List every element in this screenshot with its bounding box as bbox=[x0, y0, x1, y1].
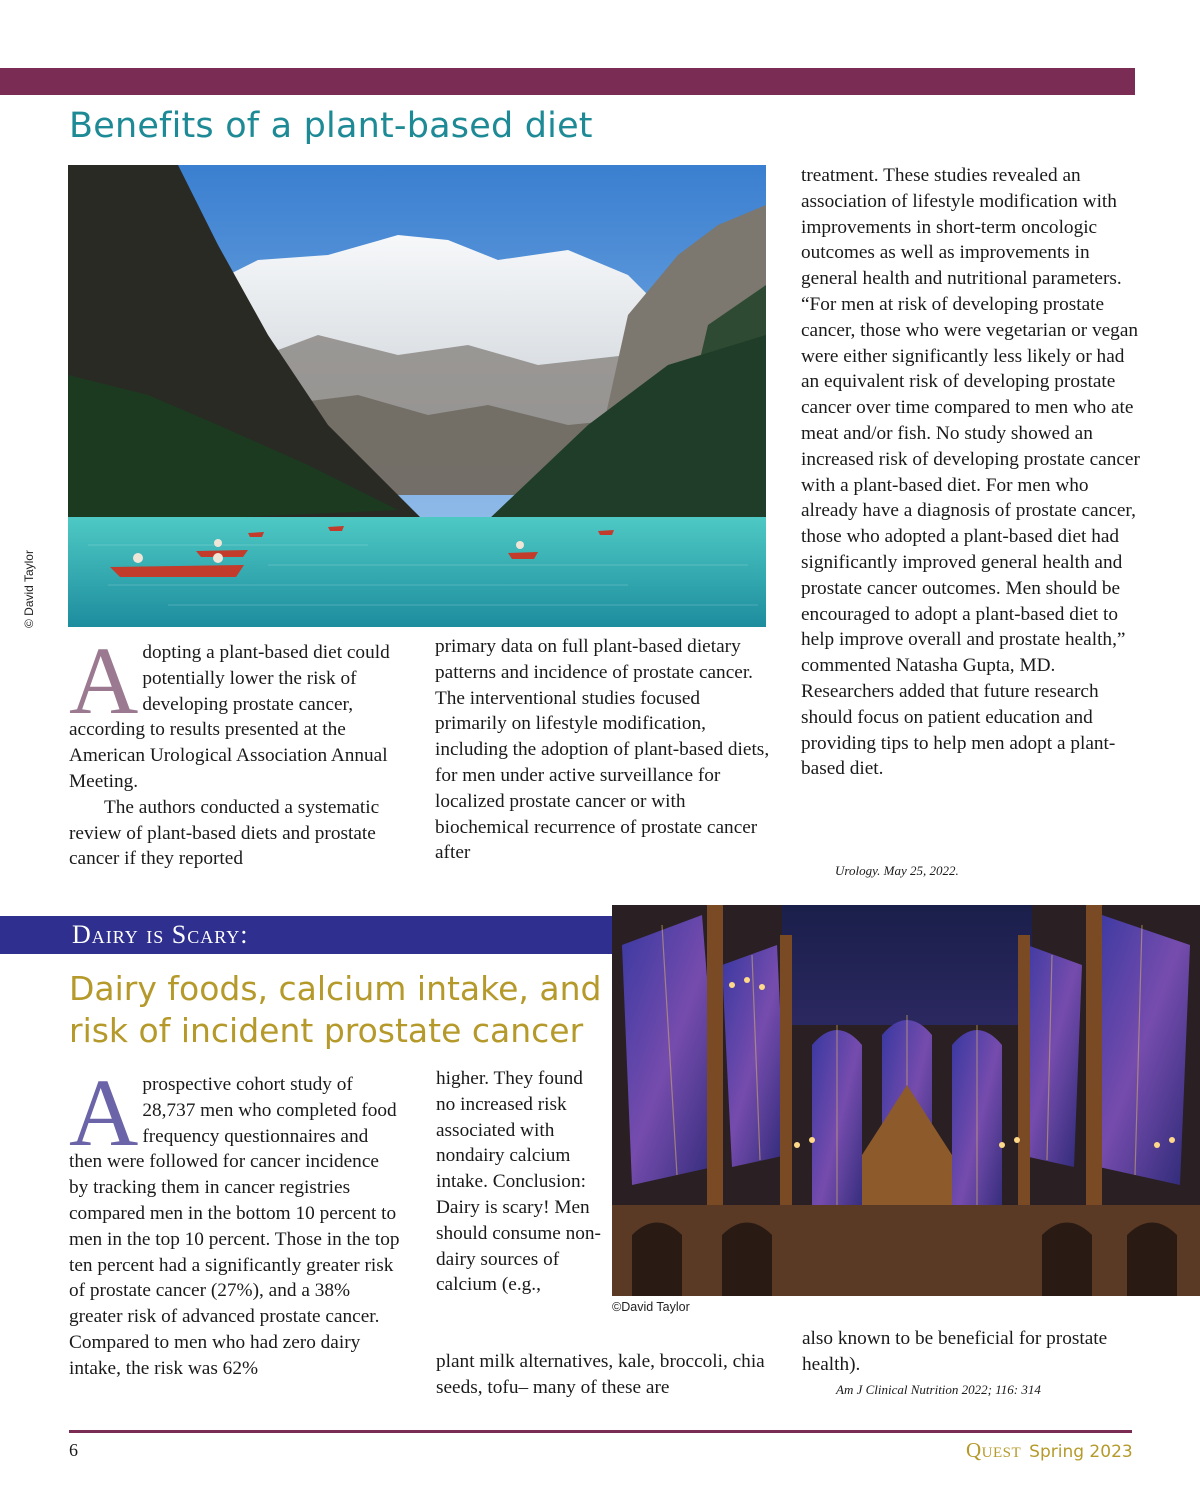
article1-paragraph-2: The authors conducted a systematic review of plant-based diets and prostate cancer if they reported bbox=[69, 796, 380, 870]
chapel-photo-credit: ©David Taylor bbox=[612, 1300, 690, 1314]
article2-citation: Am J Clinical Nutrition 2022; 116: 314 bbox=[836, 1382, 1041, 1397]
article1-column-2: primary data on full plant-based dietary patterns and incidence of prostate cancer. The interventional studies focused primarily on lifestyle modification, including the adoption of plant-based diets, for men under active surveillance for localized prostate cancer or with biochemical recurrence of prostate cancer after bbox=[435, 636, 770, 864]
article1-citation: Urology. May 25, 2022. bbox=[835, 863, 959, 878]
canoe bbox=[110, 565, 244, 577]
article1-column-1 bbox=[69, 627, 407, 872]
article1-title: Benefits of a plant-based diet bbox=[69, 106, 593, 146]
article2-title: Dairy foods, calcium intake, and risk of incident prostate cancer bbox=[69, 969, 602, 1050]
chapel-photo bbox=[612, 905, 1200, 1296]
section-label: Dairy is Scary: bbox=[72, 920, 249, 949]
publication-name: Quest bbox=[966, 1438, 1022, 1462]
header-accent-bar bbox=[0, 68, 1135, 95]
article2-column-2-continued: plant milk alternatives, kale, broccoli, chia seeds, tofu– many of these are bbox=[436, 1351, 765, 1398]
article1-lead-paragraph: A dopting a plant-based diet could potentially lower the risk of developing prostate cancer, according to results presented at the American Urological Association Annual Meeting. bbox=[69, 627, 390, 792]
lake-photo bbox=[68, 165, 766, 627]
article2-column-1: A prospective cohort study of 28,737 men who completed food frequency questionnaires and then were followed for cancer incidence by tracking them in cancer registries compared men in the bottom 10 percent to men in the top 10 percent. Those in the top ten percent had a significantly greater risk of prostate cancer (27%), and a 38% greater risk of advanced prostate cancer. Compared to men who had zero dairy intake, the risk was 62% bbox=[69, 1059, 400, 1379]
footer-rule bbox=[69, 1430, 1132, 1433]
article2-column-3: also known to be beneficial for prostate health). bbox=[802, 1328, 1108, 1375]
lake-photo-credit: © David Taylor bbox=[22, 550, 36, 628]
chapel-photo-illustration bbox=[612, 905, 1200, 1296]
drop-cap: A bbox=[69, 627, 139, 734]
drop-cap: A bbox=[69, 1059, 139, 1166]
issue-label: Spring 2023 bbox=[1029, 1442, 1133, 1462]
page-number: 6 bbox=[69, 1440, 78, 1460]
article2-column-2: higher. They found no increased risk associated with nondairy calcium intake. Conclusion: Dairy is scary! Men should consume non-dairy sources of calcium (e.g., bbox=[436, 1068, 601, 1296]
footer-masthead bbox=[966, 1438, 1133, 1463]
lake-photo-illustration bbox=[68, 165, 766, 627]
article1-column-3: treatment. These studies revealed an association of lifestyle modification with improvements in short-term oncologic outcomes as well as improvements in general health and nutritional parameters. “For men at risk of developing prostate cancer, those who were vegetarian or vegan were either significantly less likely or had an equivalent risk of developing prostate cancer over time compared to men who ate meat and/or fish. No study showed an increased risk of developing prostate cancer with a plant-based diet. For men who already have a diagnosis of prostate cancer, those who adopted a plant-based diet had significantly improved general health and prostate cancer outcomes. Men should be encouraged to adopt a plant-based diet to help improve overall and prostate health,” commented Natasha Gupta, MD. Researchers added that future research should focus on patient education and providing tips to help men adopt a plant-based diet. bbox=[801, 165, 1140, 780]
